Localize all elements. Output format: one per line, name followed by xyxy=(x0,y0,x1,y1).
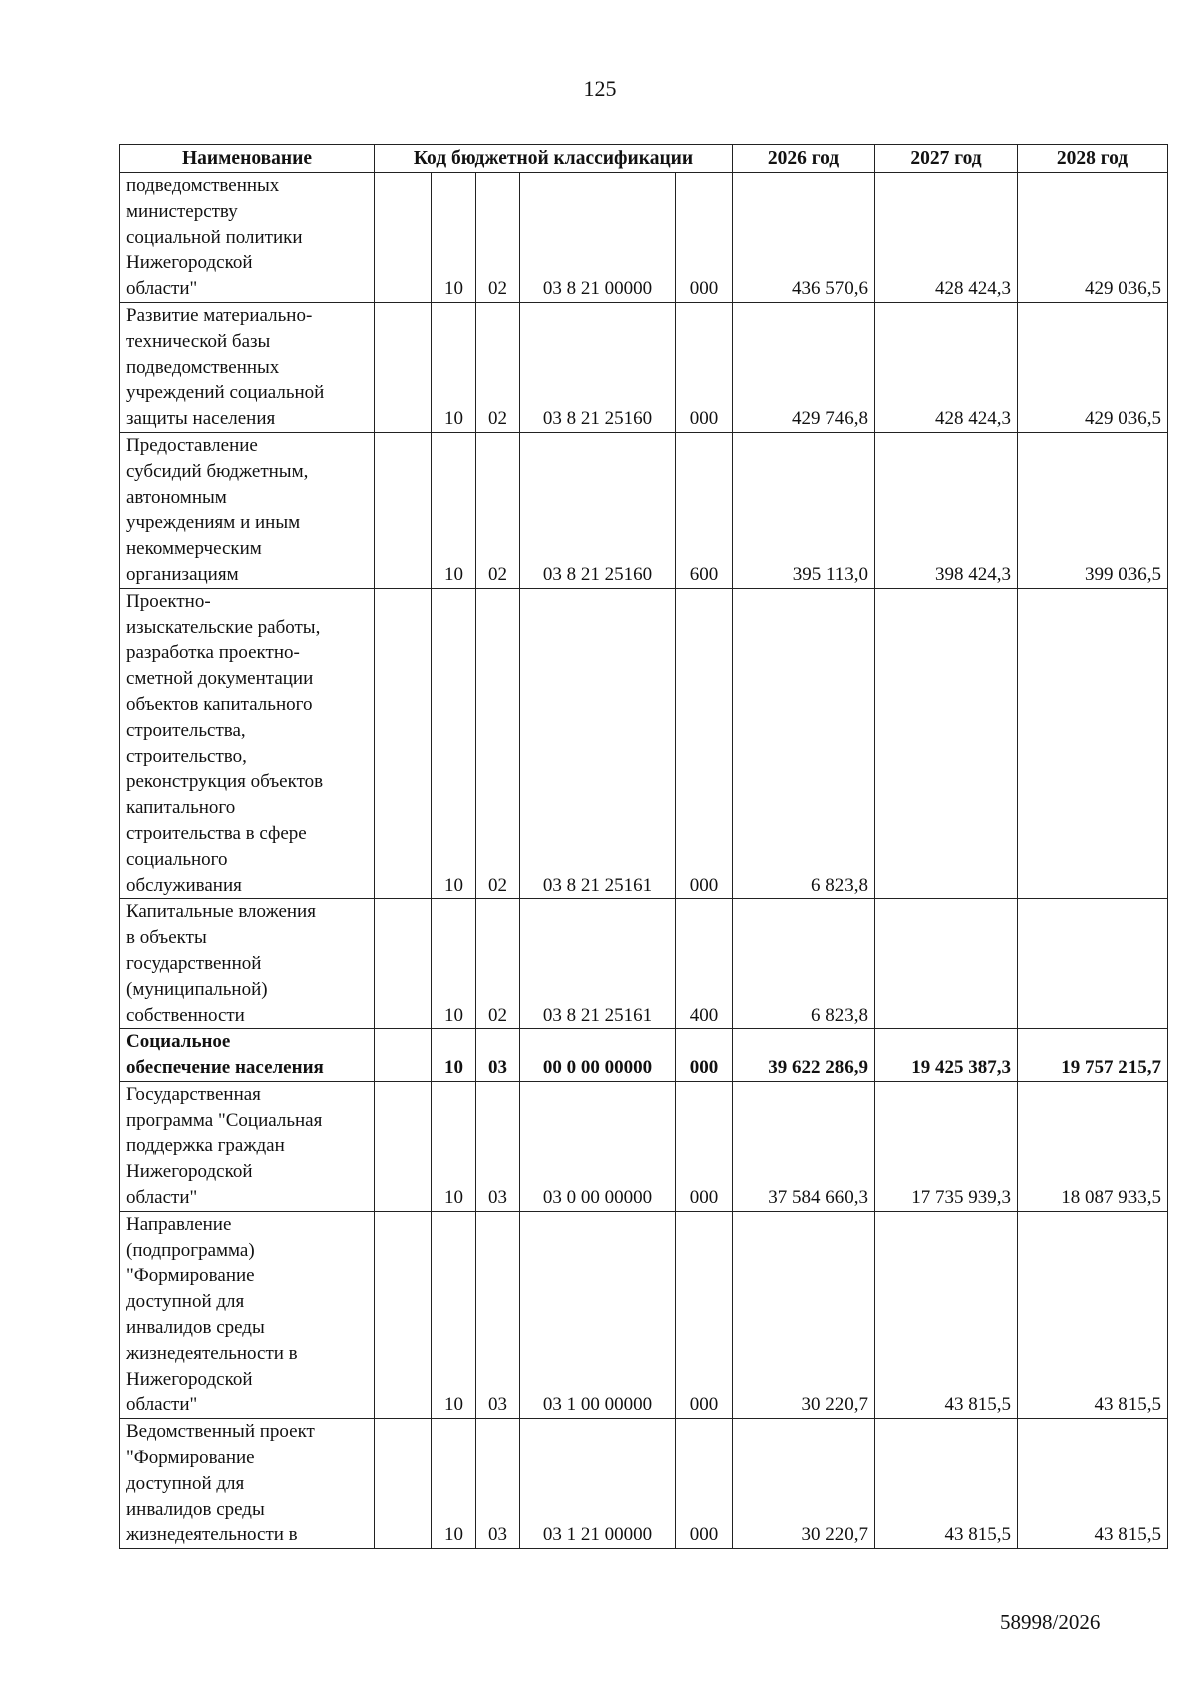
row-name-line: субсидий бюджетным, xyxy=(126,460,309,482)
row-target-code: 00 0 00 00000 xyxy=(520,1029,676,1082)
row-subsection: 02 xyxy=(476,588,520,899)
row-blank-cell xyxy=(375,432,432,588)
row-name xyxy=(120,1211,375,1418)
row-name-line: жизнедеятельности в xyxy=(126,1524,298,1546)
row-name xyxy=(120,173,375,303)
row-name-line: Государственная xyxy=(126,1083,261,1105)
row-expense-type: 400 xyxy=(676,899,733,1029)
row-section: 10 xyxy=(432,1081,476,1211)
row-section: 10 xyxy=(432,1419,476,1549)
row-name-line: Проектно- xyxy=(126,590,211,612)
row-name-line: технической базы xyxy=(126,330,271,352)
table-row xyxy=(120,899,1168,1029)
row-name-line: (муниципальной) xyxy=(126,978,268,1000)
row-section: 10 xyxy=(432,899,476,1029)
row-blank-cell xyxy=(375,899,432,1029)
table-row xyxy=(120,1029,1168,1082)
row-blank-cell xyxy=(375,1081,432,1211)
row-value-2027: 428 424,3 xyxy=(875,173,1018,303)
row-value-2026: 6 823,8 xyxy=(733,899,875,1029)
row-name-line: "Формирование xyxy=(126,1265,255,1287)
row-value-2028: 19 757 215,7 xyxy=(1018,1029,1168,1082)
budget-table xyxy=(119,144,1168,1549)
row-value-2026: 30 220,7 xyxy=(733,1419,875,1549)
row-expense-type: 000 xyxy=(676,1029,733,1082)
row-name xyxy=(120,432,375,588)
row-name-line: Нижегородской xyxy=(126,252,253,274)
row-value-2028: 18 087 933,5 xyxy=(1018,1081,1168,1211)
row-subsection: 02 xyxy=(476,302,520,432)
row-value-2027: 428 424,3 xyxy=(875,302,1018,432)
row-value-2026: 37 584 660,3 xyxy=(733,1081,875,1211)
row-blank-cell xyxy=(375,173,432,303)
row-subsection: 02 xyxy=(476,899,520,1029)
table-header-row xyxy=(120,145,1168,173)
row-name-line: программа "Социальная xyxy=(126,1109,323,1131)
row-section: 10 xyxy=(432,1211,476,1418)
row-name-line: (подпрограмма) xyxy=(126,1239,255,1261)
table-row xyxy=(120,1419,1168,1549)
row-value-2027 xyxy=(875,588,1018,899)
row-name-line: Предоставление xyxy=(126,434,258,456)
page-number: 125 xyxy=(583,76,617,101)
header-2028: 2028 год xyxy=(1018,145,1168,173)
row-name-line: области" xyxy=(126,1394,198,1416)
row-name-line: изыскательские работы, xyxy=(126,616,321,638)
row-value-2028 xyxy=(1018,899,1168,1029)
table-row xyxy=(120,432,1168,588)
header-budget-code: Код бюджетной классификации xyxy=(375,145,733,173)
row-name-line: доступной для xyxy=(126,1291,245,1313)
row-name xyxy=(120,588,375,899)
row-name xyxy=(120,899,375,1029)
row-name-line: Направление xyxy=(126,1213,232,1235)
row-target-code: 03 0 00 00000 xyxy=(520,1081,676,1211)
row-expense-type: 000 xyxy=(676,302,733,432)
row-name-line: подведомственных xyxy=(126,175,280,196)
row-value-2028: 43 815,5 xyxy=(1018,1211,1168,1418)
row-subsection: 03 xyxy=(476,1211,520,1418)
table-row xyxy=(120,302,1168,432)
row-section: 10 xyxy=(432,302,476,432)
row-name-line: Ведомственный проект xyxy=(126,1421,315,1443)
row-value-2028 xyxy=(1018,588,1168,899)
row-expense-type: 000 xyxy=(676,588,733,899)
row-name-line: Капитальные вложения xyxy=(126,901,316,923)
row-target-code: 03 8 21 25161 xyxy=(520,899,676,1029)
row-name-line: министерству xyxy=(126,200,238,222)
row-subsection: 03 xyxy=(476,1081,520,1211)
row-section: 10 xyxy=(432,173,476,303)
table-row xyxy=(120,173,1168,303)
row-name-line: некоммерческим xyxy=(126,538,262,560)
row-name-line: защиты населения xyxy=(126,408,276,430)
row-name-line: социальной политики xyxy=(126,226,303,248)
row-name-line: организациям xyxy=(126,563,239,585)
row-name-line: Нижегородской xyxy=(126,1161,253,1183)
row-name-line: Нижегородской xyxy=(126,1368,253,1390)
table-row xyxy=(120,1211,1168,1418)
row-name-line: социального xyxy=(126,848,228,870)
row-value-2028: 429 036,5 xyxy=(1018,173,1168,303)
header-name: Наименование xyxy=(120,145,375,173)
row-name-line: учреждениям и иным xyxy=(126,512,301,534)
header-2026: 2026 год xyxy=(733,145,875,173)
row-target-code: 03 1 21 00000 xyxy=(520,1419,676,1549)
row-value-2026: 30 220,7 xyxy=(733,1211,875,1418)
row-value-2027: 19 425 387,3 xyxy=(875,1029,1018,1082)
row-blank-cell xyxy=(375,1029,432,1082)
row-target-code: 03 8 21 25160 xyxy=(520,432,676,588)
row-name-line: строительство, xyxy=(126,745,247,767)
row-target-code: 03 8 21 25160 xyxy=(520,302,676,432)
row-name-line: "Формирование xyxy=(126,1447,255,1469)
row-name-line: Социальное xyxy=(126,1031,231,1053)
row-name-line: инвалидов среды xyxy=(126,1498,265,1520)
row-blank-cell xyxy=(375,588,432,899)
row-expense-type: 600 xyxy=(676,432,733,588)
row-name-line: собственности xyxy=(126,1004,245,1026)
row-value-2026: 429 746,8 xyxy=(733,302,875,432)
row-name-line: в объекты xyxy=(126,927,207,949)
row-value-2028: 429 036,5 xyxy=(1018,302,1168,432)
row-value-2027: 17 735 939,3 xyxy=(875,1081,1018,1211)
table-row xyxy=(120,1081,1168,1211)
row-name-line: обеспечение населения xyxy=(126,1057,324,1079)
row-name-line: области" xyxy=(126,1187,198,1209)
row-name xyxy=(120,1419,375,1549)
row-name xyxy=(120,1029,375,1082)
row-name-line: объектов капитального xyxy=(126,693,313,715)
row-subsection: 03 xyxy=(476,1419,520,1549)
row-name-line: жизнедеятельности в xyxy=(126,1342,298,1364)
row-name-line: области" xyxy=(126,278,198,300)
row-value-2028: 43 815,5 xyxy=(1018,1419,1168,1549)
row-name-line: подведомственных xyxy=(126,356,280,378)
row-name-line: строительства, xyxy=(126,719,246,741)
row-name-line: учреждений социальной xyxy=(126,382,325,404)
header-2027: 2027 год xyxy=(875,145,1018,173)
row-name-line: инвалидов среды xyxy=(126,1317,265,1339)
row-expense-type: 000 xyxy=(676,1419,733,1549)
row-value-2026: 395 113,0 xyxy=(733,432,875,588)
row-name-line: автономным xyxy=(126,486,227,508)
row-subsection: 03 xyxy=(476,1029,520,1082)
row-name-line: капитального xyxy=(126,797,236,819)
table-row xyxy=(120,588,1168,899)
row-name-line: строительства в сфере xyxy=(126,822,307,844)
row-name-line: сметной документации xyxy=(126,668,314,690)
row-expense-type: 000 xyxy=(676,1081,733,1211)
row-value-2027 xyxy=(875,899,1018,1029)
row-value-2027: 43 815,5 xyxy=(875,1211,1018,1418)
row-name-line: поддержка граждан xyxy=(126,1135,285,1157)
row-name-line: государственной xyxy=(126,952,262,974)
row-name-line: реконструкция объектов xyxy=(126,771,324,793)
row-name-line: разработка проектно- xyxy=(126,642,300,664)
row-value-2027: 398 424,3 xyxy=(875,432,1018,588)
document-id: 58998/2026 xyxy=(1000,1610,1101,1634)
row-subsection: 02 xyxy=(476,173,520,303)
row-subsection: 02 xyxy=(476,432,520,588)
row-blank-cell xyxy=(375,1211,432,1418)
row-expense-type: 000 xyxy=(676,173,733,303)
row-value-2026: 436 570,6 xyxy=(733,173,875,303)
row-value-2026: 6 823,8 xyxy=(733,588,875,899)
row-target-code: 03 8 21 25161 xyxy=(520,588,676,899)
row-section: 10 xyxy=(432,588,476,899)
row-target-code: 03 8 21 00000 xyxy=(520,173,676,303)
row-expense-type: 000 xyxy=(676,1211,733,1418)
row-value-2027: 43 815,5 xyxy=(875,1419,1018,1549)
row-target-code: 03 1 00 00000 xyxy=(520,1211,676,1418)
row-name xyxy=(120,1081,375,1211)
row-name-line: Развитие материально- xyxy=(126,304,313,326)
row-name-line: обслуживания xyxy=(126,874,242,896)
row-blank-cell xyxy=(375,1419,432,1549)
row-section: 10 xyxy=(432,1029,476,1082)
row-section: 10 xyxy=(432,432,476,588)
row-blank-cell xyxy=(375,302,432,432)
row-name xyxy=(120,302,375,432)
row-value-2028: 399 036,5 xyxy=(1018,432,1168,588)
row-value-2026: 39 622 286,9 xyxy=(733,1029,875,1082)
row-name-line: доступной для xyxy=(126,1472,245,1494)
